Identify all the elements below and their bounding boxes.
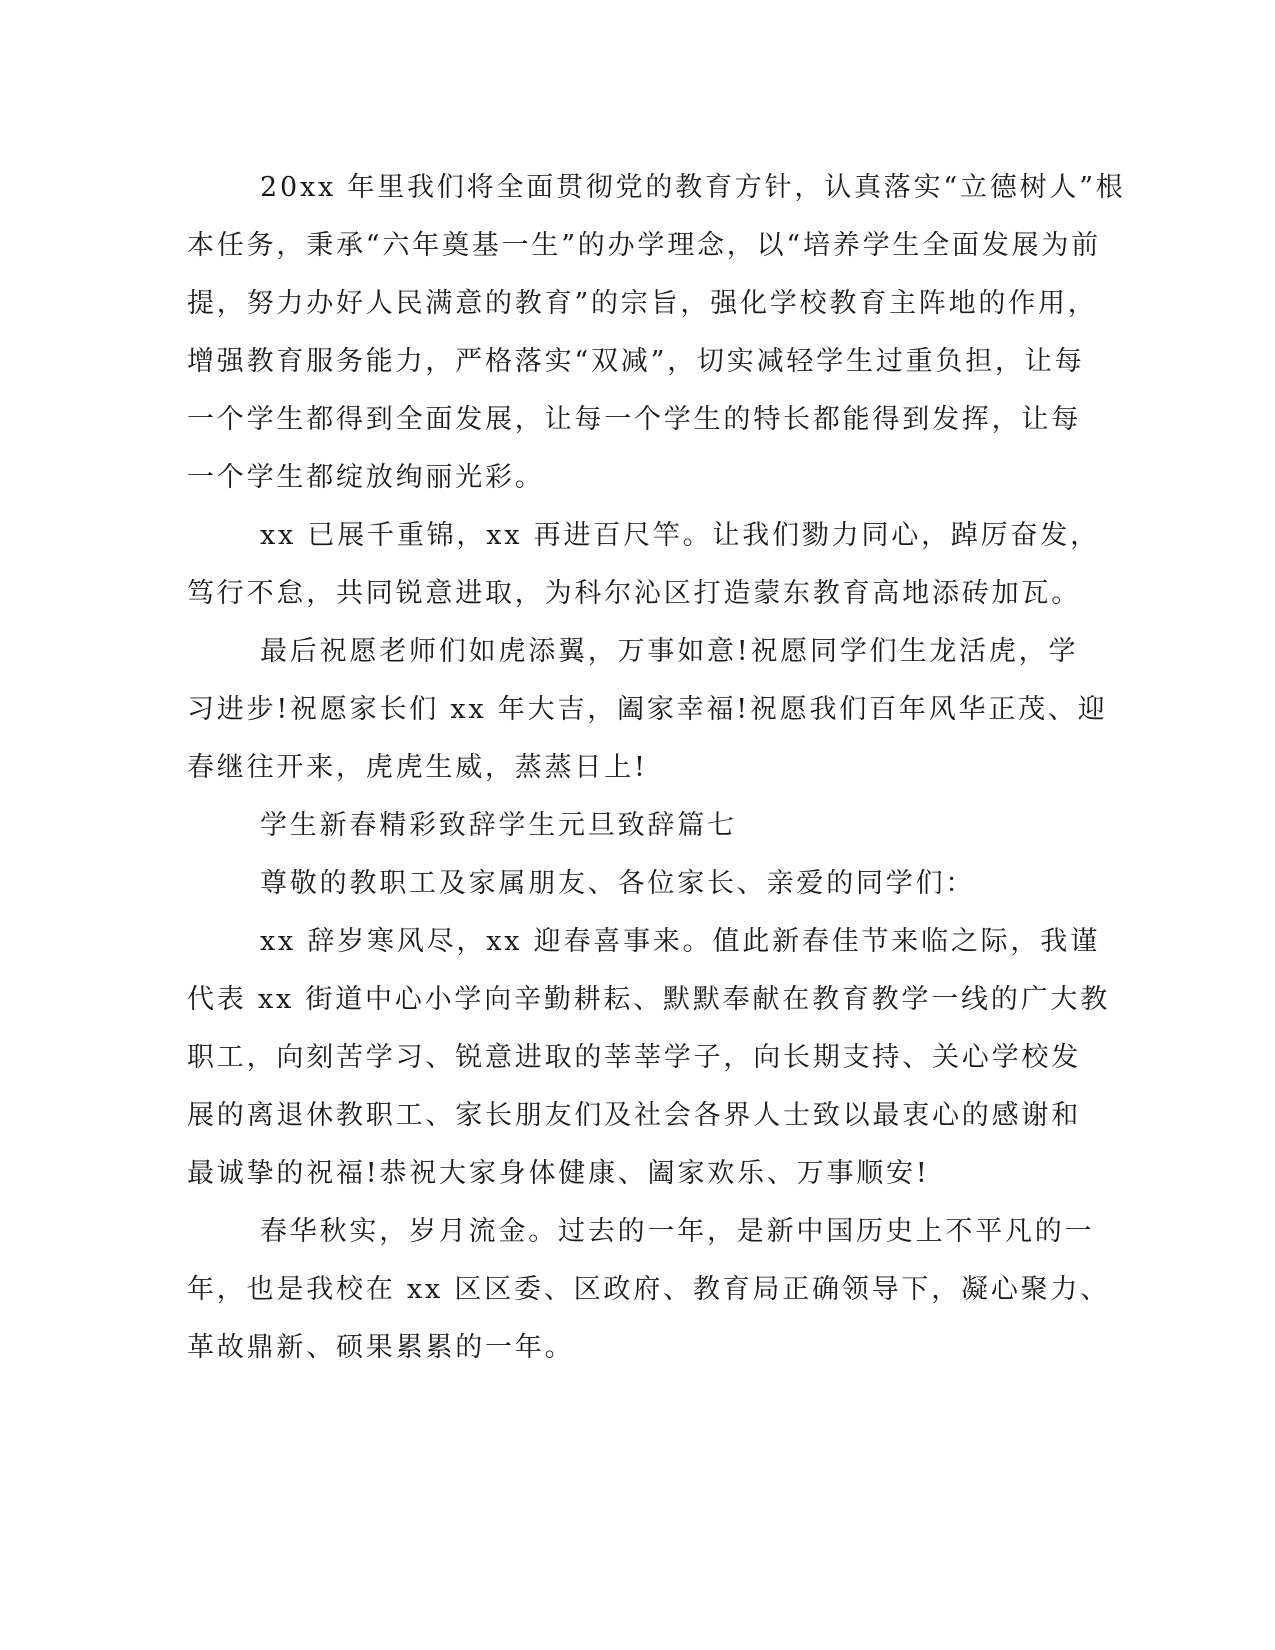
section-heading: 学生新春精彩致辞学生元旦致辞篇七 — [260, 810, 737, 841]
paragraph-line: xx 已展千重锦，xx 再进百尺竿。让我们勠力同心，踔厉奋发， — [260, 520, 1100, 551]
paragraph-line: xx 辞岁寒风尽，xx 迎春喜事来。值此新春佳节来临之际，我谨 — [260, 926, 1100, 957]
paragraph-line: 最诚挚的祝福!恭祝大家身体健康、阖家欢乐、万事顺安! — [187, 1158, 930, 1189]
paragraph-line: 笃行不怠，共同锐意进取，为科尔沁区打造蒙东教育高地添砖加瓦。 — [187, 578, 1081, 609]
paragraph-line: 最后祝愿老师们如虎添翼，万事如意!祝愿同学们生龙活虎，学 — [260, 636, 1079, 667]
paragraph-line: 一个学生都得到全面发展，让每一个学生的特长都能得到发挥，让每 — [187, 404, 1081, 435]
salutation: 尊敬的教职工及家属朋友、各位家长、亲爱的同学们： — [260, 868, 976, 899]
paragraph-line: 习进步!祝愿家长们 xx 年大吉，阖家幸福!祝愿我们百年风华正茂、迎 — [187, 694, 1108, 725]
paragraph-line: 提，努力办好人民满意的教育”的宗旨，强化学校教育主阵地的作用， — [187, 288, 1098, 319]
paragraph-line: 本任务，秉承“六年奠基一生”的办学理念，以“培养学生全面发展为前 — [187, 230, 1102, 261]
paragraph-line: 20xx 年里我们将全面贯彻党的教育方针，认真落实“立德树人”根 — [260, 172, 1126, 203]
paragraph-line: 职工，向刻苦学习、锐意进取的莘莘学子，向长期支持、关心学校发 — [187, 1042, 1081, 1073]
paragraph-line: 春华秋实，岁月流金。过去的一年，是新中国历史上不平凡的一 — [260, 1216, 1095, 1247]
paragraph-line: 年，也是我校在 xx 区区委、区政府、教育局正确领导下，凝心聚力、 — [187, 1274, 1111, 1305]
paragraph-line: 代表 xx 街道中心小学向辛勤耕耘、默默奉献在教育教学一线的广大教 — [187, 984, 1111, 1015]
paragraph-line: 一个学生都绽放绚丽光彩。 — [187, 462, 545, 493]
paragraph-line: 展的离退休教职工、家长朋友们及社会各界人士致以最衷心的感谢和 — [187, 1100, 1081, 1131]
paragraph-line: 春继往开来，虎虎生威，蒸蒸日上! — [187, 752, 648, 783]
paragraph-line: 革故鼎新、硕果累累的一年。 — [187, 1332, 575, 1363]
paragraph-line: 增强教育服务能力，严格落实“双减”，切实减轻学生过重负担，让每 — [187, 346, 1085, 377]
